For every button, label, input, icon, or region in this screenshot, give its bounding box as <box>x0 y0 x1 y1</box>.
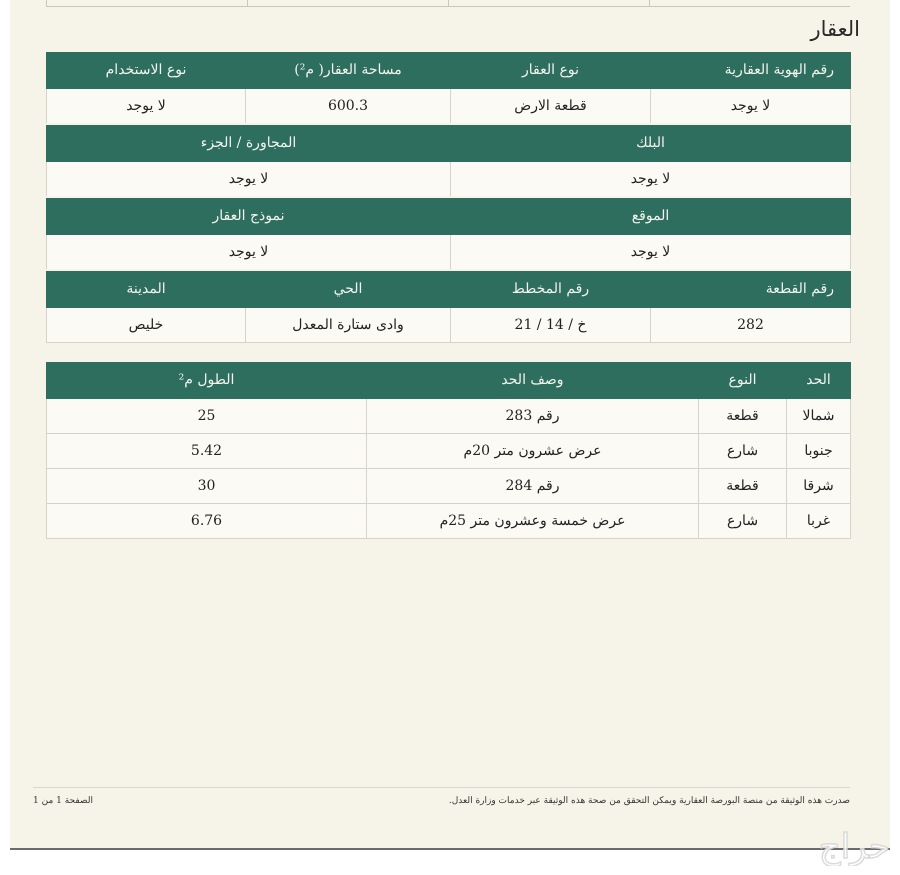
boundary-direction: شمالا <box>787 399 851 434</box>
value-plot-number: 282 <box>651 308 851 343</box>
watermark-text: حراج <box>818 827 890 866</box>
boundary-description: عرض عشرون متر 20م <box>367 434 699 469</box>
header-type: النوع <box>699 361 787 399</box>
property-value-row-1 <box>47 89 851 125</box>
property-value-row-3 <box>47 235 851 271</box>
header-plan-number: رقم المخطط <box>451 270 651 308</box>
value-property-id: لا يوجد <box>651 89 851 125</box>
value-property-model: لا يوجد <box>47 235 451 271</box>
boundary-length: 5.42 <box>47 434 367 469</box>
page-number: الصفحة 1 من 1 <box>33 796 93 806</box>
property-value-row-2 <box>47 162 851 198</box>
boundary-description: رقم 283 <box>367 399 699 434</box>
header-property-model: نموذج العقار <box>47 197 451 235</box>
boundary-direction: شرقا <box>787 469 851 504</box>
property-header-row-4 <box>47 270 851 308</box>
boundaries-table <box>46 360 851 539</box>
value-property-area: 600.3 <box>246 89 451 125</box>
table-row <box>47 504 851 539</box>
watermark-logo <box>660 826 900 866</box>
value-block: لا يوجد <box>451 162 851 198</box>
header-property-area: مساحة العقار( م²) <box>246 51 451 89</box>
boundary-description: رقم 284 <box>367 469 699 504</box>
header-property-id: رقم الهوية العقارية <box>651 51 851 89</box>
boundary-type: قطعة <box>699 399 787 434</box>
header-boundary-description: وصف الحد <box>367 361 699 399</box>
value-district: وادى ستارة المعدل <box>246 308 451 343</box>
property-details-table <box>46 50 851 343</box>
boundary-direction: غربا <box>787 504 851 539</box>
header-neighborhood-part: المجاورة / الجزء <box>47 124 451 162</box>
boundary-direction: جنوبا <box>787 434 851 469</box>
boundary-length: 25 <box>47 399 367 434</box>
header-location: الموقع <box>451 197 851 235</box>
header-block: البلك <box>451 124 851 162</box>
value-city: خليص <box>47 308 246 343</box>
document-footer <box>33 787 850 814</box>
value-neighborhood-part: لا يوجد <box>47 162 451 198</box>
boundary-type: شارع <box>699 504 787 539</box>
header-district: الحي <box>246 270 451 308</box>
property-header-row-3 <box>47 197 851 235</box>
table-row <box>47 399 851 434</box>
boundary-type: شارع <box>699 434 787 469</box>
value-location: لا يوجد <box>451 235 851 271</box>
previous-table-edge <box>46 0 850 7</box>
table-row <box>47 434 851 469</box>
boundaries-header-row <box>47 361 851 399</box>
boundary-type: قطعة <box>699 469 787 504</box>
section-title: العقار <box>810 17 860 41</box>
property-header-row-2 <box>47 124 851 162</box>
table-row <box>47 469 851 504</box>
header-usage-type: نوع الاستخدام <box>47 51 246 89</box>
boundary-length: 6.76 <box>47 504 367 539</box>
header-property-type: نوع العقار <box>451 51 651 89</box>
footer-note: صدرت هذه الوثيقة من منصة البورصة العقارية ويمكن التحقق من صحة هذه الوثيقة عبر خدمات وزارة العدل. <box>448 796 850 806</box>
boundary-length: 30 <box>47 469 367 504</box>
value-usage-type: لا يوجد <box>47 89 246 125</box>
header-boundary: الحد <box>787 361 851 399</box>
value-property-type: قطعة الارض <box>451 89 651 125</box>
boundary-description: عرض خمسة وعشرون متر 25م <box>367 504 699 539</box>
value-plan-number: خ / 14 / 21 <box>451 308 651 343</box>
header-length: الطول م² <box>47 361 367 399</box>
header-city: المدينة <box>47 270 246 308</box>
header-plot-number: رقم القطعة <box>651 270 851 308</box>
property-value-row-4 <box>47 308 851 343</box>
property-header-row-1 <box>47 51 851 89</box>
